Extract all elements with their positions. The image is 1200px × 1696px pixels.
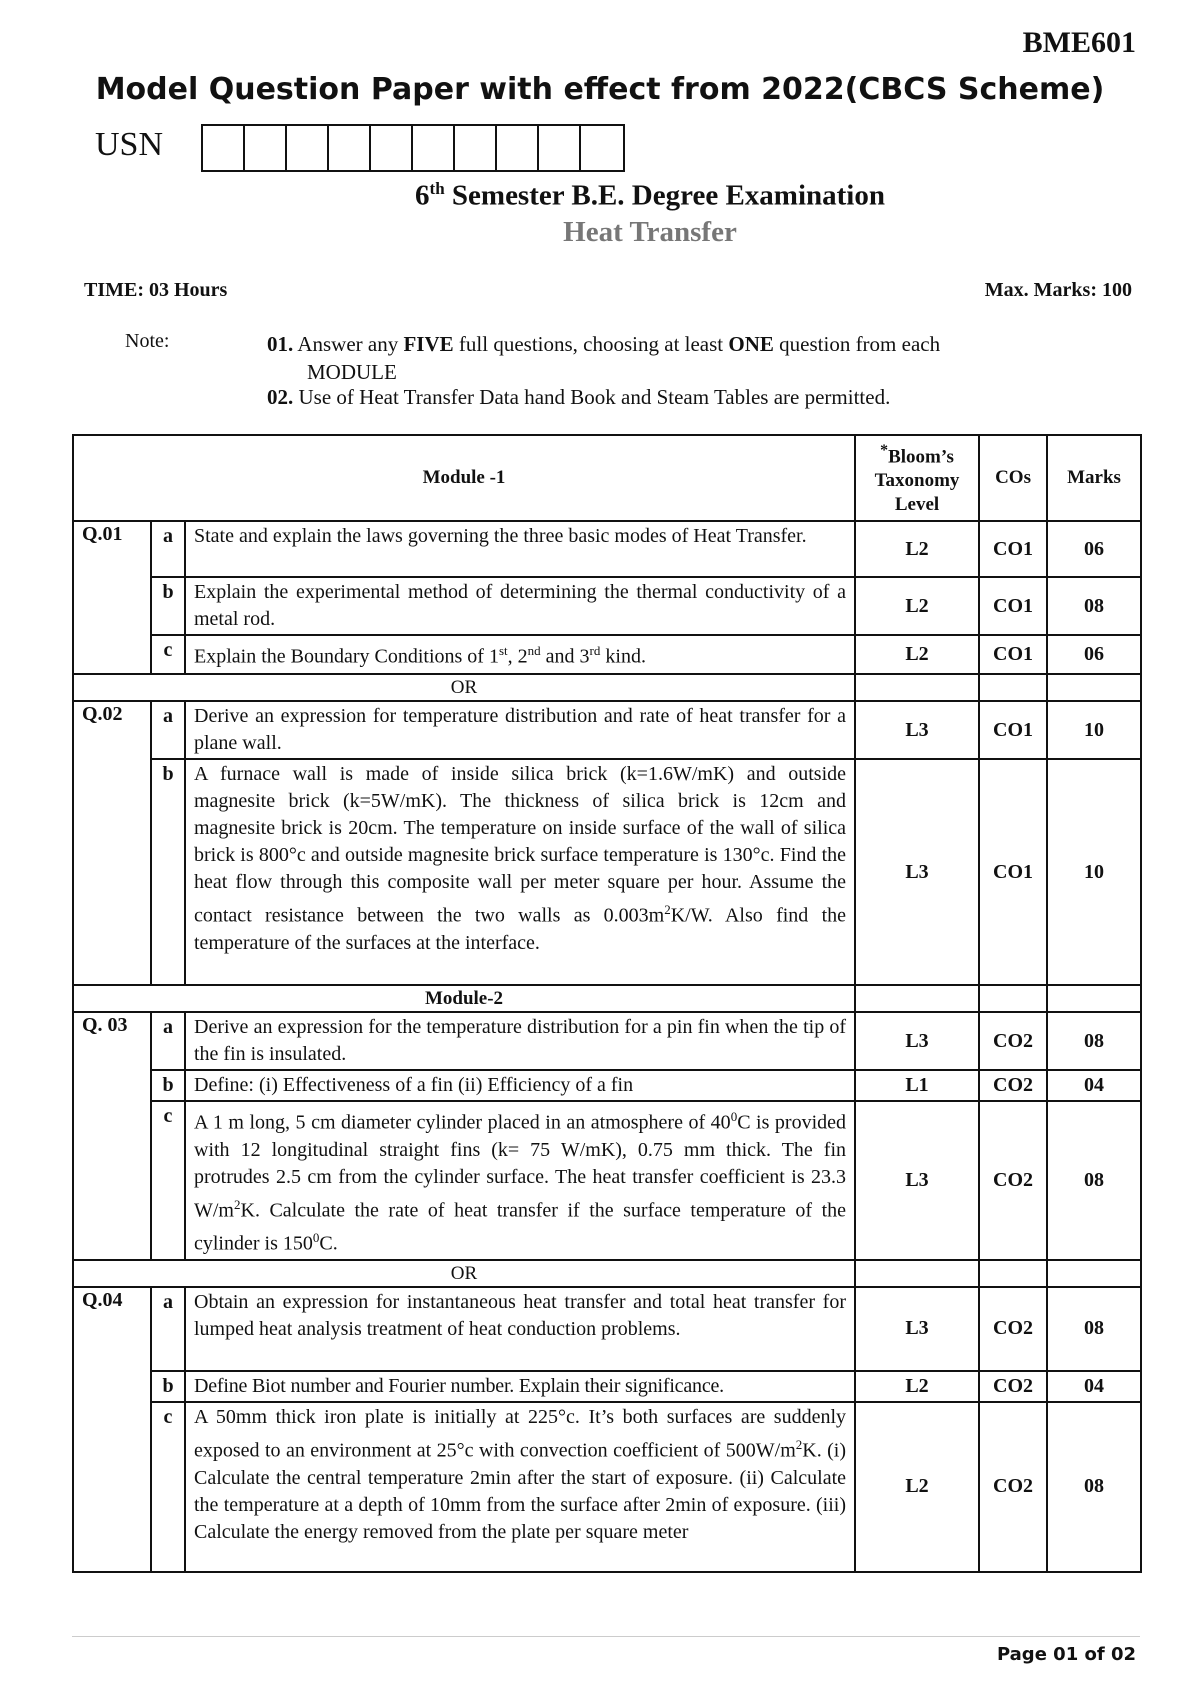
blooms-heading: *Bloom’s Taxonomy Level <box>855 435 979 521</box>
table-row <box>73 1287 1141 1371</box>
module-2-heading: Module-2 <box>73 985 855 1012</box>
table-row <box>73 1371 1141 1402</box>
note-label: Note: <box>125 330 170 352</box>
marks-value: 04 <box>1047 1070 1141 1101</box>
table-row <box>73 701 1141 759</box>
subject-name: Heat Transfer <box>563 216 737 248</box>
or-separator: OR <box>73 1260 855 1287</box>
blooms-level: L2 <box>855 635 979 674</box>
part-label: b <box>151 577 185 635</box>
marks-value: 08 <box>1047 1287 1141 1371</box>
question-text: Define Biot number and Fourier number. Explain their significance. <box>185 1371 855 1402</box>
exam-title: 6th Semester B.E. Degree Examination <box>415 179 885 212</box>
table-row <box>73 759 1141 985</box>
part-label: b <box>151 1070 185 1101</box>
blooms-level: L2 <box>855 1402 979 1572</box>
part-label: b <box>151 759 185 985</box>
time-label: TIME: 03 Hours <box>84 279 228 301</box>
marks-value: 08 <box>1047 1012 1141 1070</box>
table-row <box>73 1070 1141 1101</box>
table-header <box>73 435 1141 521</box>
question-text: Explain the Boundary Conditions of 1st, 2nd and 3rd kind. <box>185 635 855 674</box>
marks-value: 04 <box>1047 1371 1141 1402</box>
usn-box <box>287 126 329 170</box>
part-label: a <box>151 1012 185 1070</box>
subject-code: BME601 <box>1022 26 1136 59</box>
marks-value: 08 <box>1047 1101 1141 1260</box>
table-row <box>73 577 1141 635</box>
note-2: 02. Use of Heat Transfer Data hand Book and Steam Tables are permitted. <box>267 385 891 409</box>
table-row <box>73 635 1141 674</box>
course-outcome: CO1 <box>979 521 1047 577</box>
usn-box <box>245 126 287 170</box>
question-text: A furnace wall is made of inside silica brick (k=1.6W/mK) and outside magnesite brick (k=5W/mK). The thickness of silica brick is 12cm and magnesite brick is 20cm. The temperature on inside surface of the wall of silica brick is 800°c and outside magnesite brick surface temperature is 130°c. Find the heat flow through this composite wall per meter square per hour. Assume the contact resistance between the two walls as $0.003m^2K/W$. Also find the temperature of the surfaces at the interface. <box>185 759 855 985</box>
question-number: Q.04 <box>73 1287 151 1572</box>
course-outcome: CO1 <box>979 635 1047 674</box>
course-outcome: CO1 <box>979 701 1047 759</box>
paper-title: Model Question Paper with effect from 2022(CBCS Scheme) <box>95 72 1105 107</box>
usn-box <box>413 126 455 170</box>
cos-heading: COs <box>979 435 1047 521</box>
course-outcome: CO2 <box>979 1287 1047 1371</box>
question-number: Q.01 <box>73 521 151 674</box>
module-row <box>73 985 1141 1012</box>
course-outcome: CO2 <box>979 1012 1047 1070</box>
table-row <box>73 1101 1141 1260</box>
blooms-level: L3 <box>855 1287 979 1371</box>
part-label: a <box>151 521 185 577</box>
course-outcome: CO1 <box>979 577 1047 635</box>
marks-value: 06 <box>1047 635 1141 674</box>
module-heading: Module -1 <box>73 435 855 521</box>
blooms-level: L2 <box>855 577 979 635</box>
table-row <box>73 1402 1141 1572</box>
question-table <box>72 434 1142 1573</box>
question-number: Q. 03 <box>73 1012 151 1260</box>
usn-box <box>539 126 581 170</box>
usn-label: USN <box>95 126 164 163</box>
blooms-level: L2 <box>855 521 979 577</box>
course-outcome: CO2 <box>979 1070 1047 1101</box>
marks-value: 10 <box>1047 701 1141 759</box>
course-outcome: CO2 <box>979 1371 1047 1402</box>
footer-divider <box>72 1636 1140 1637</box>
question-text: Define: (i) Effectiveness of a fin (ii) Efficiency of a fin <box>185 1070 855 1101</box>
marks-heading: Marks <box>1047 435 1141 521</box>
table-row <box>73 521 1141 577</box>
blooms-level: L1 <box>855 1070 979 1101</box>
usn-box <box>497 126 539 170</box>
blooms-level: L3 <box>855 1101 979 1260</box>
usn-box <box>203 126 245 170</box>
course-outcome: CO1 <box>979 759 1047 985</box>
question-text: Derive an expression for the temperature distribution for a pin fin when the tip of the fin is insulated. <box>185 1012 855 1070</box>
usn-box <box>329 126 371 170</box>
or-separator: OR <box>73 674 855 701</box>
part-label: a <box>151 1287 185 1371</box>
question-text: Explain the experimental method of determining the thermal conductivity of a metal rod. <box>185 577 855 635</box>
max-marks-label: Max. Marks: 100 <box>984 279 1132 301</box>
blooms-level: L3 <box>855 1012 979 1070</box>
blooms-level: L3 <box>855 759 979 985</box>
question-text: Derive an expression for temperature distribution and rate of heat transfer for a plane wall. <box>185 701 855 759</box>
usn-box <box>455 126 497 170</box>
question-text: A 1 m long, 5 cm diameter cylinder placed in an atmosphere of $40^0C$ is provided with 12 longitudinal straight fins (k= 75 W/mK), 0.75 mm thick. The fin protrudes 2.5 cm from the cylinder surface. The heat transfer coefficient is 23.3 $W/m^2K$. Calculate the rate of heat transfer if the surface temperature of the cylinder is $150^0C$. <box>185 1101 855 1260</box>
marks-value: 08 <box>1047 577 1141 635</box>
or-row <box>73 674 1141 701</box>
or-row <box>73 1260 1141 1287</box>
page-number: Page 01 of 02 <box>996 1644 1136 1665</box>
question-text: Obtain an expression for instantaneous heat transfer and total heat transfer for lumped heat analysis treatment of heat conduction problems. <box>185 1287 855 1371</box>
usn-boxes <box>201 124 625 172</box>
usn-box <box>371 126 413 170</box>
blooms-level: L3 <box>855 701 979 759</box>
question-text: A 50mm thick iron plate is initially at 225°c. It’s both surfaces are suddenly exposed to an environment at 25°c with convection coefficient of $500W/m^2K$. (i) Calculate the central temperature 2min after the start of exposure. (ii) Calculate the temperature at a depth of 10mm from the surface after 2min of exposure. (iii) Calculate the energy removed from the plate per square meter <box>185 1402 855 1572</box>
part-label: b <box>151 1371 185 1402</box>
usn-box <box>581 126 623 170</box>
course-outcome: CO2 <box>979 1101 1047 1260</box>
question-number: Q.02 <box>73 701 151 985</box>
part-label: c <box>151 1402 185 1572</box>
part-label: a <box>151 701 185 759</box>
marks-value: 06 <box>1047 521 1141 577</box>
note-1: 01. Answer any FIVE full questions, choosing at least ONE question from each MODULE <box>267 332 941 384</box>
part-label: c <box>151 1101 185 1260</box>
course-outcome: CO2 <box>979 1402 1047 1572</box>
marks-value: 10 <box>1047 759 1141 985</box>
marks-value: 08 <box>1047 1402 1141 1572</box>
part-label: c <box>151 635 185 674</box>
blooms-level: L2 <box>855 1371 979 1402</box>
question-text: State and explain the laws governing the three basic modes of Heat Transfer. <box>185 521 855 577</box>
table-row <box>73 1012 1141 1070</box>
